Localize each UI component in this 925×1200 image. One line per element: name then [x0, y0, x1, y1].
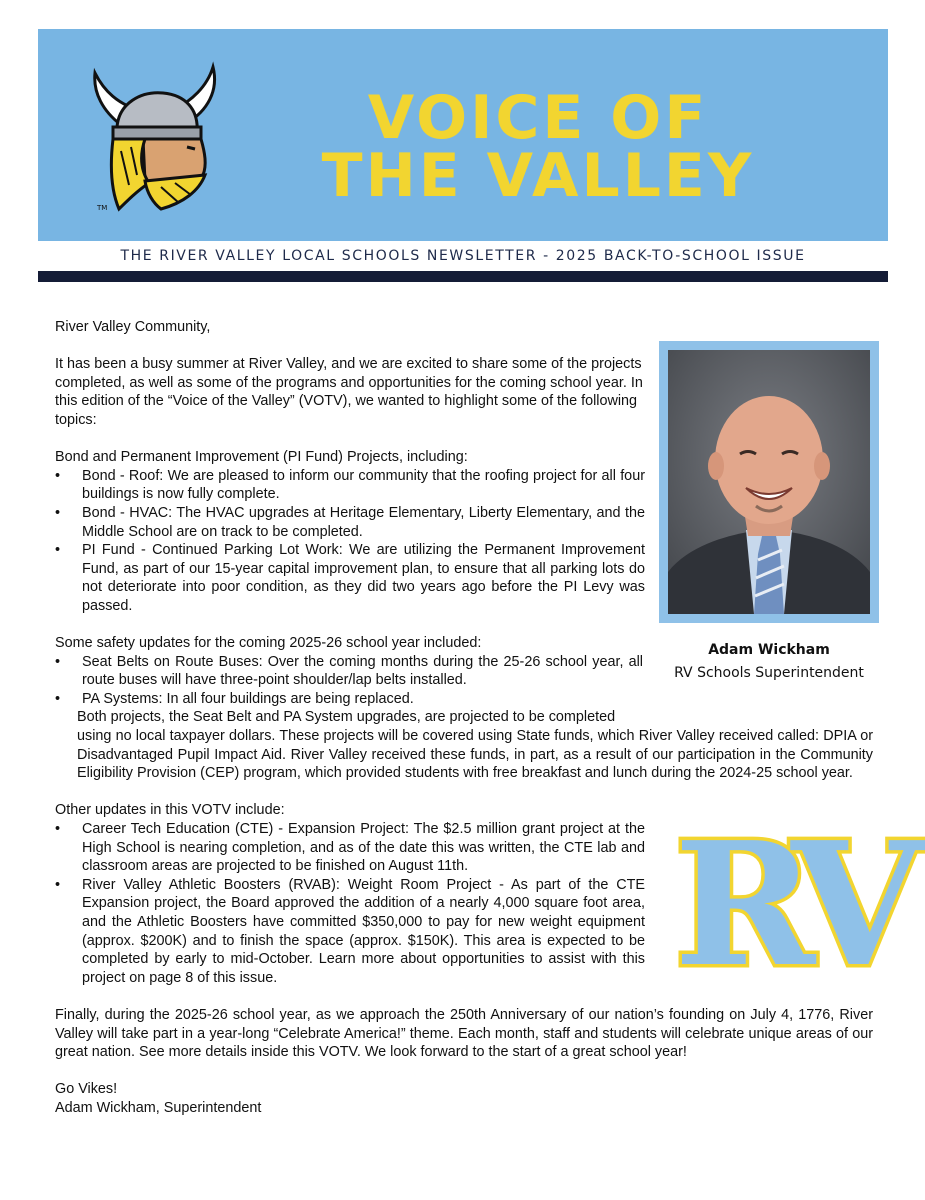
list-item: • Bond - Roof: We are pleased to inform our community that the roofing project for all four buildings is now fully complete.: [55, 467, 645, 504]
bond-list: [55, 467, 645, 616]
letter-greeting: River Valley Community,: [55, 319, 211, 335]
superintendent-portrait-icon: [668, 350, 870, 614]
trademark-mark: TM: [97, 204, 108, 212]
header-banner: [38, 29, 888, 241]
other-list: [55, 820, 645, 987]
newsletter-header: [38, 29, 888, 282]
list-item: • Bond - HVAC: The HVAC upgrades at Heritage Elementary, Liberty Elementary, and the Middle School are on track to be completed.: [55, 504, 645, 541]
list-item: • PI Fund - Continued Parking Lot Work: We are utilizing the Permanent Improvement Fund, as part of our 15-year capital improvement plan, to ensure that all parking lots do not deteriorate into poor condition, as they did two years ago before the PI Levy was passed.: [55, 541, 645, 615]
rv-letters: RV: [674, 805, 906, 1005]
rv-logo-icon: [672, 786, 906, 1005]
superintendent-name: Adam Wickham: [708, 642, 830, 658]
closing-paragraph: Finally, during the 2025-26 school year, as we approach the 250th Anniversary of our nation’s founding on July 4, 1776, River Valley will take part in a year-long “Celebrate America!” theme. Each month, staff and students will celebrate unique areas of our great nation. See more details inside this VOTV. We look forward to the start of a great school year!: [55, 1006, 873, 1061]
viking-mascot-icon: [83, 63, 233, 213]
funding-paragraph: [55, 708, 873, 782]
bond-heading: Bond and Permanent Improvement (PI Fund) Projects, including:: [55, 449, 468, 466]
title-line-2: THE VALLEY: [321, 141, 755, 211]
superintendent-photo: [668, 350, 870, 614]
safety-heading: Some safety updates for the coming 2025-26 school year included:: [55, 635, 482, 652]
funding-first-line: Both projects, the Seat Belt and PA System upgrades, are projected to be completed: [77, 709, 616, 726]
list-item: • River Valley Athletic Boosters (RVAB): Weight Room Project - As part of the CTE Expansion project, the Board approved the addition of a nearly 4,000 square foot area, and the Athletic Boosters have committed $350,000 to pay for new weight equipment (approx. $200K) and to finish the space (approx. $150K). This area is expected to be completed by early to mid-October. Learn more about opportunities to assist with this project on page 8 of this issue.: [55, 876, 645, 988]
funding-remainder: using no local taxpayer dollars. These projects will be covered using State funds, which River Valley received called: DPIA or Disadvantaged Pupil Impact Aid. River Valley received these funds, in part, as a result of our participation in the Community Eligibility Provision (CEP) program, which provided students with free breakfast and lunch during the 2024-25 school year.: [77, 728, 873, 782]
newsletter-subtitle: THE RIVER VALLEY LOCAL SCHOOLS NEWSLETTER - 2025 BACK-TO-SCHOOL ISSUE: [38, 241, 888, 271]
superintendent-title: RV Schools Superintendent: [674, 665, 864, 681]
header-divider: [38, 271, 888, 282]
newsletter-title: [268, 83, 808, 211]
title-line-1: VOICE OF: [367, 83, 709, 153]
signoff: Go Vikes!: [55, 1081, 118, 1098]
list-item: • PA Systems: In all four buildings are being replaced.: [55, 690, 643, 709]
signature: Adam Wickham, Superintendent: [55, 1099, 262, 1116]
other-heading: Other updates in this VOTV include:: [55, 802, 285, 819]
photo-caption: [659, 642, 879, 681]
list-item: • Seat Belts on Route Buses: Over the coming months during the 25-26 school year, all route buses will have three-point shoulder/lap belts installed.: [55, 653, 643, 690]
list-item: • Career Tech Education (CTE) - Expansion Project: The $2.5 million grant project at the High School is nearing completion, and as of the date this was written, the CTE lab and classroom areas are projected to be finished on August 11th.: [55, 820, 645, 876]
superintendent-photo-frame: [659, 341, 879, 623]
letter-intro: It has been a busy summer at River Valley, and we are excited to share some of the projects completed, as well as some of the programs and opportunities for the coming school year. In this edition of the “Voice of the Valley” (VOTV), we wanted to highlight some of the following topics:: [55, 356, 643, 428]
safety-list: [55, 653, 643, 709]
